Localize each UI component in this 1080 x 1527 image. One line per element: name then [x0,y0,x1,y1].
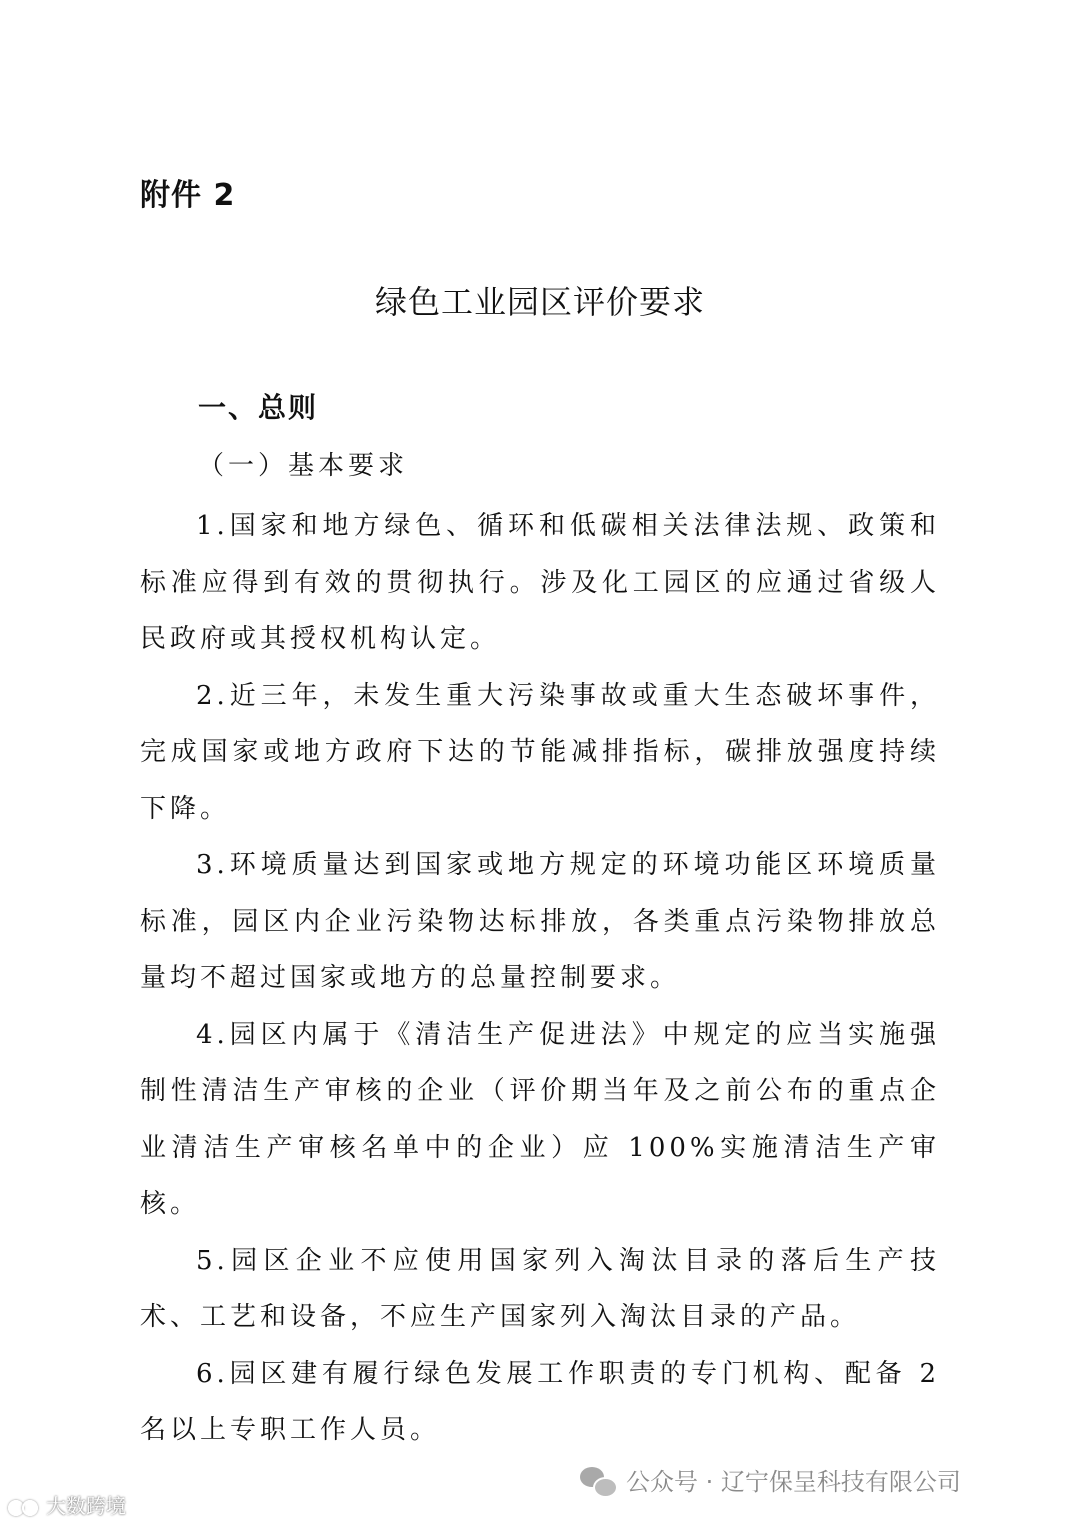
sub-heading: （一）基本要求 [198,451,409,481]
logo-icon [8,1496,42,1516]
paragraph-3: 3.环境质量达到国家或地方规定的环境功能区环境质量标准，园区内企业污染物达标排放，各类重点污染物排放总量均不超过国家或地方的总量控制要求。 [140,850,940,993]
source-watermark-text: 大数跨境 [46,1494,126,1518]
document-body [140,498,940,1459]
paragraph-2: 2.近三年，未发生重大污染事故或重大生态破坏事件，完成国家或地方政府下达的节能减排指标，碳排放强度持续下降。 [140,680,940,824]
paragraph-1: 1.国家和地方绿色、循环和低碳相关法律法规、政策和标准应得到有效的贯彻执行。涉及化工园区的应通过省级人民政府或其授权机构认定。 [140,511,940,654]
document-title: 绿色工业园区评价要求 [374,283,705,321]
paragraph-6: 6.园区建有履行绿色发展工作职责的专门机构、配备 2 名以上专职工作人员。 [140,1358,940,1445]
wechat-icon [580,1467,616,1497]
section-heading: 一、总则 [198,391,319,424]
attachment-label: 附件 2 [140,178,236,213]
paragraph-4: 4.园区内属于《清洁生产促进法》中规定的应当实施强制性清洁生产审核的企业（评价期当年及之前公布的重点企业清洁生产审核名单中的企业）应 100%实施清洁生产审核。 [140,1019,940,1219]
paragraph-5: 5.园区企业不应使用国家列入淘汰目录的落后生产技术、工艺和设备，不应生产国家列入淘汰目录的产品。 [140,1245,940,1332]
source-watermark [8,1492,126,1520]
wechat-watermark [580,1462,961,1502]
wechat-watermark-text: 公众号 · 辽宁保呈科技有限公司 [626,1468,961,1496]
